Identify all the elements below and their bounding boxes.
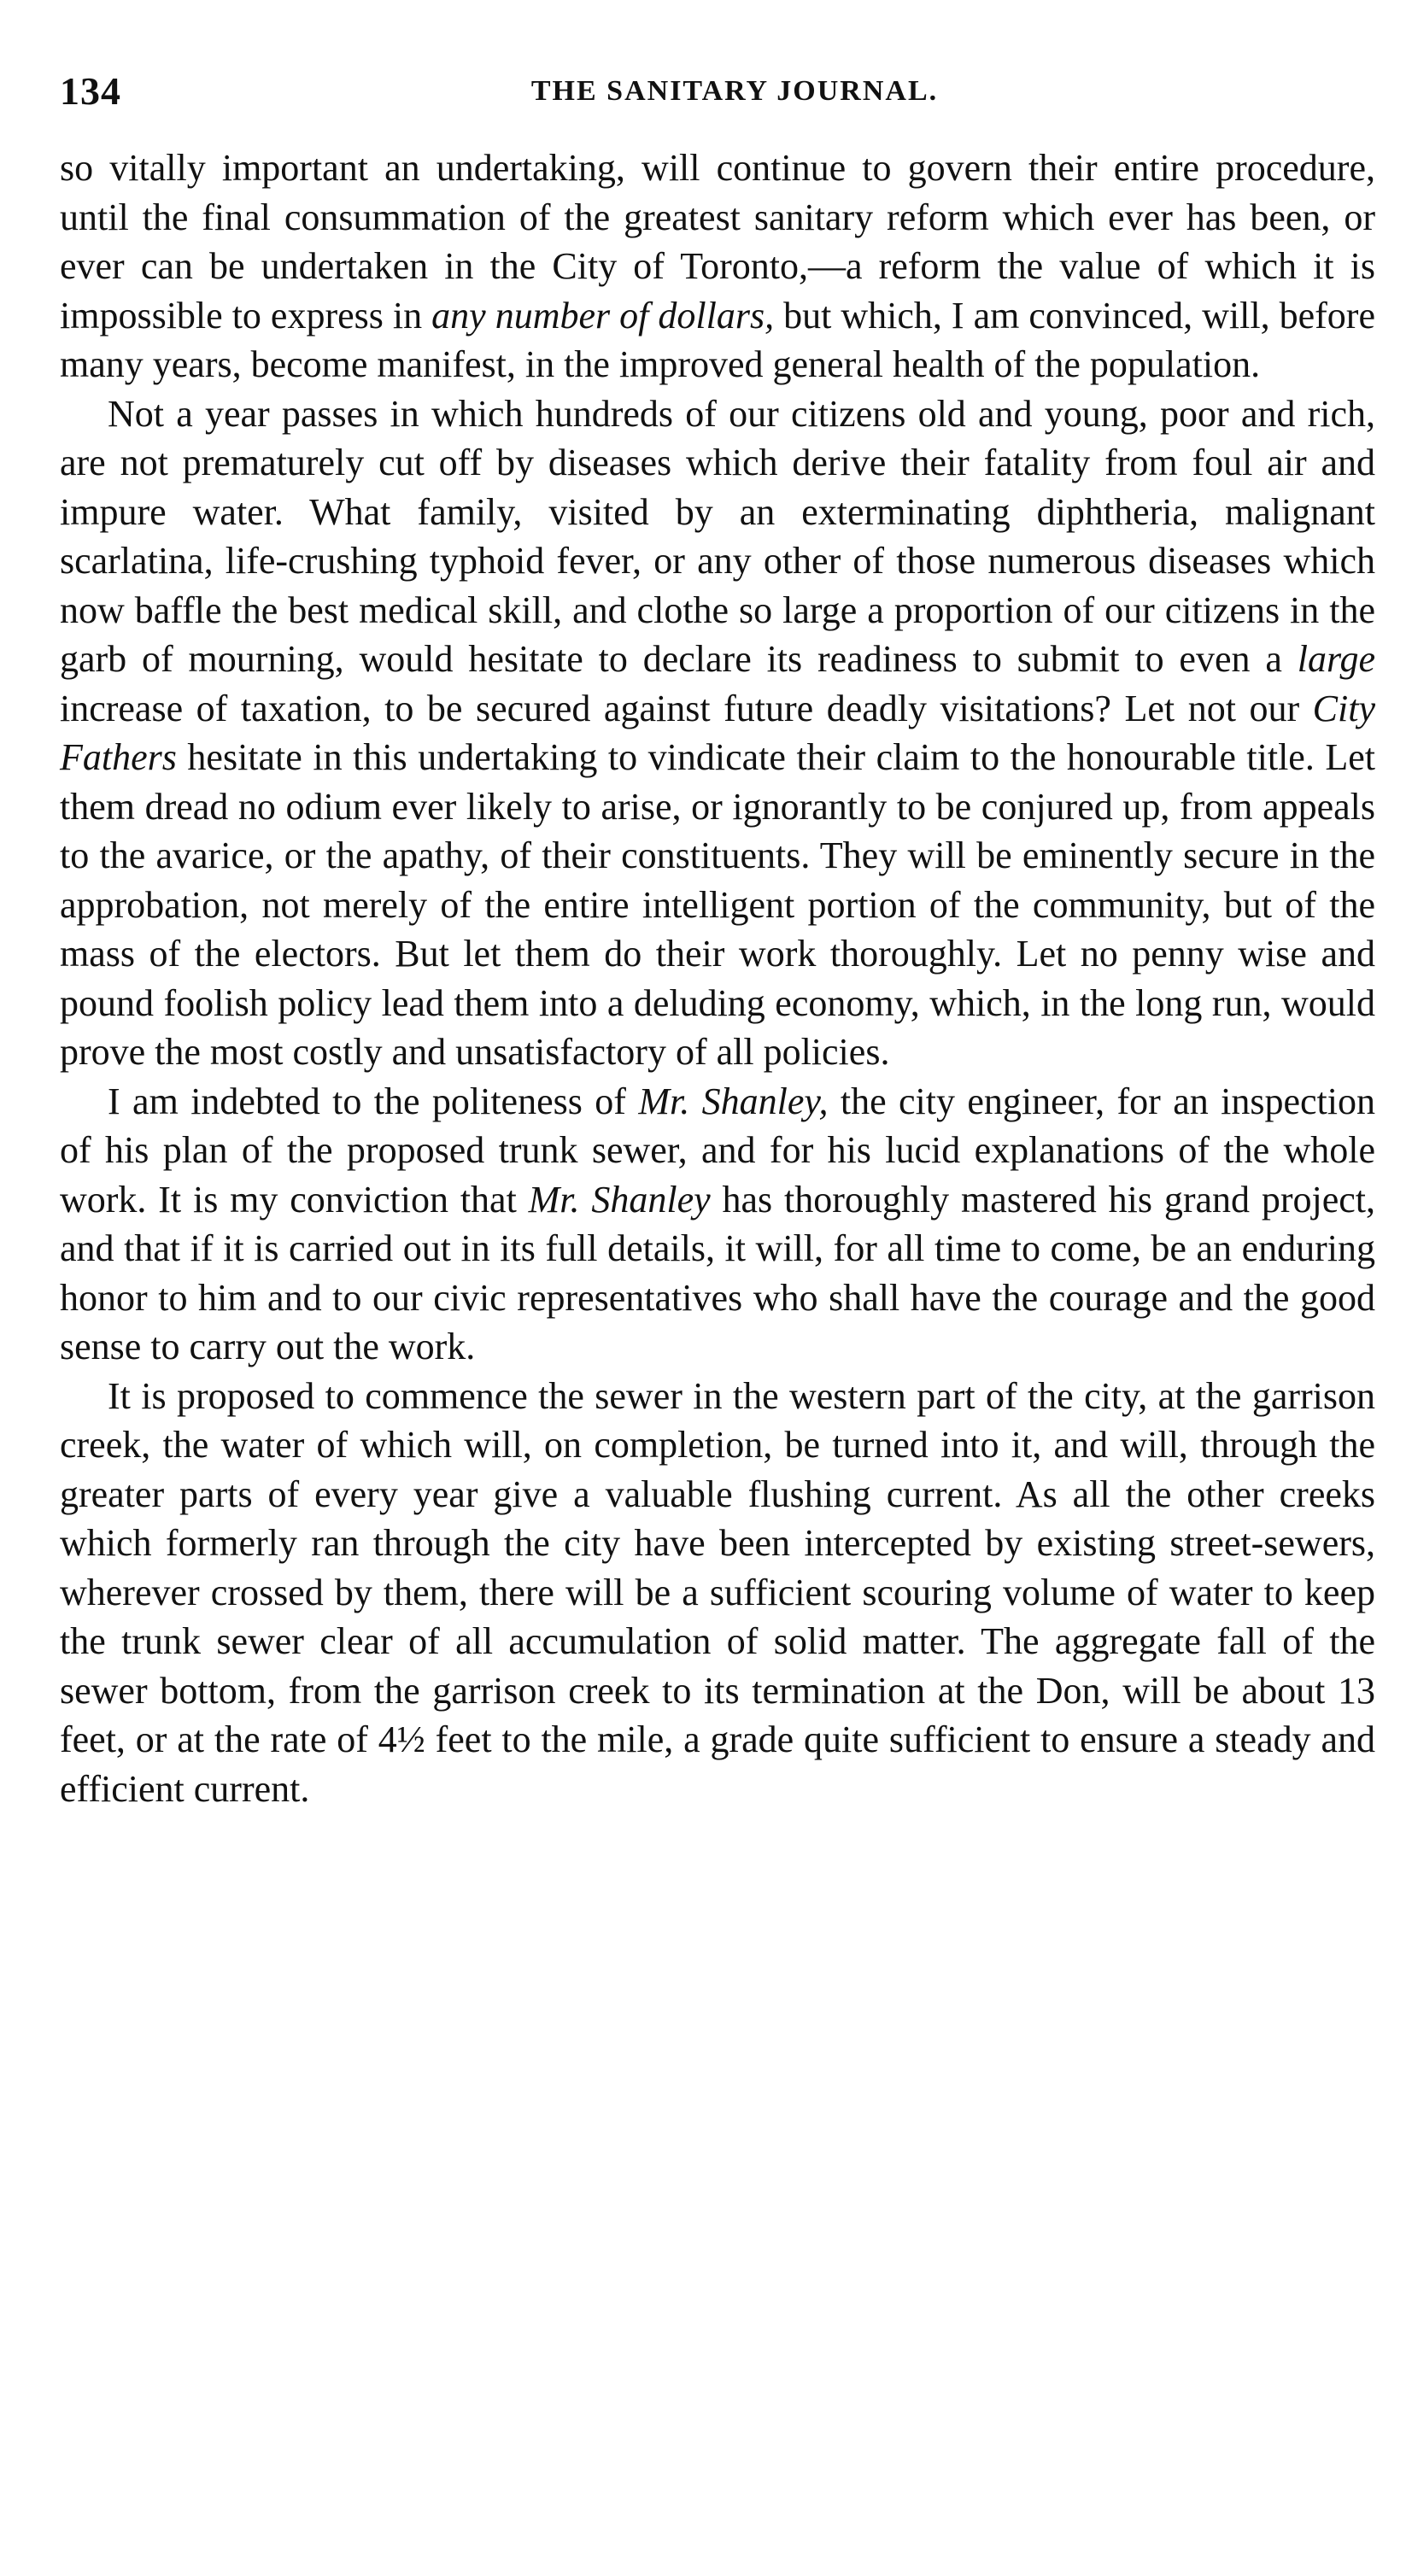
page-number: 134	[60, 69, 121, 113]
paragraph-text: so vitally important an undertaking, will continue to govern their entire procedure, until the final consummation of the greatest sanitary reform which ever has been, or ever can be undertaken in the City of Toronto,—a reform the value of which it is impossible to express in	[60, 147, 1375, 337]
journal-page	[60, 68, 1375, 1813]
paragraph-1	[60, 143, 1375, 389]
paragraph-text: has thoroughly mastered his grand project, and that if it is carried out in its full details, it will, for all time to come, be an enduring honor to him and to our civic representatives who shall have the courage and the good sense to carry out the work.	[60, 1178, 1375, 1367]
paragraph-3	[60, 1077, 1375, 1372]
italic-phrase: Mr. Shanley,	[638, 1080, 829, 1122]
paragraph-text: It is proposed to commence the sewer in the western part of the city, at the garrison creek, the water of which will, on completion, be turned into it, and will, through the greater parts of every year give a valuable flushing current. As all the other creeks which formerly ran through the city have been intercepted by existing street-sewers, wherever crossed by them, there will be a sufficient scouring volume of water to keep the trunk sewer clear of all accumulation of solid matter. The aggregate fall of the sewer bottom, from the garrison creek to its termination at the Don, will be about 13 feet, or at the rate of 4½ feet to the mile, a grade quite sufficient to ensure a steady and efficient current.	[60, 1374, 1375, 1810]
page-header	[60, 68, 1375, 120]
running-title: THE SANITARY JOURNAL.	[530, 75, 939, 107]
italic-phrase: Mr. Shanley	[528, 1178, 711, 1221]
paragraph-4	[60, 1372, 1375, 1814]
paragraph-2	[60, 389, 1375, 1077]
italic-phrase: any number of dollars,	[431, 294, 775, 337]
paragraph-text: I am indebted to the politeness of	[108, 1080, 639, 1122]
paragraph-text: increase of taxation, to be secured against future deadly visitations? Let not our	[60, 687, 1313, 729]
italic-phrase: large	[1297, 638, 1375, 680]
italic-phrase: City Fathers	[60, 687, 1375, 778]
paragraph-text: the city engineer, for an inspection of his plan of the proposed trunk sewer, and for his lucid explanations of the whole work. It is my conviction that	[60, 1080, 1375, 1221]
paragraph-text: but which, I am convinced, will, before many years, become manifest, in the improved general health of the population.	[60, 294, 1375, 385]
body-text	[60, 143, 1375, 1813]
paragraph-text: Not a year passes in which hundreds of our citizens old and young, poor and rich, are not prematurely cut off by diseases which derive their fatality from foul air and impure water. What family, visited by an exterminating diphtheria, malignant scarlatina, life-crushing typhoid fever, or any other of those numerous diseases which now baffle the best medical skill, and clothe so large a proportion of our citizens in the garb of mourning, would hesitate to declare its readiness to submit to even a	[60, 392, 1375, 680]
paragraph-text: hesitate in this undertaking to vindicate their claim to the honourable title. Let them dread no odium ever likely to arise, or ignorantly to be conjured up, from appeals to the avarice, or the apathy, of their constituents. They will be eminently secure in the approbation, not merely of the entire intelligent portion of the community, but of the mass of the electors. But let them do their work thoroughly. Let no penny wise and pound foolish policy lead them into a deluding economy, which, in the long run, would prove the most costly and unsatisfactory of all policies.	[60, 736, 1375, 1073]
